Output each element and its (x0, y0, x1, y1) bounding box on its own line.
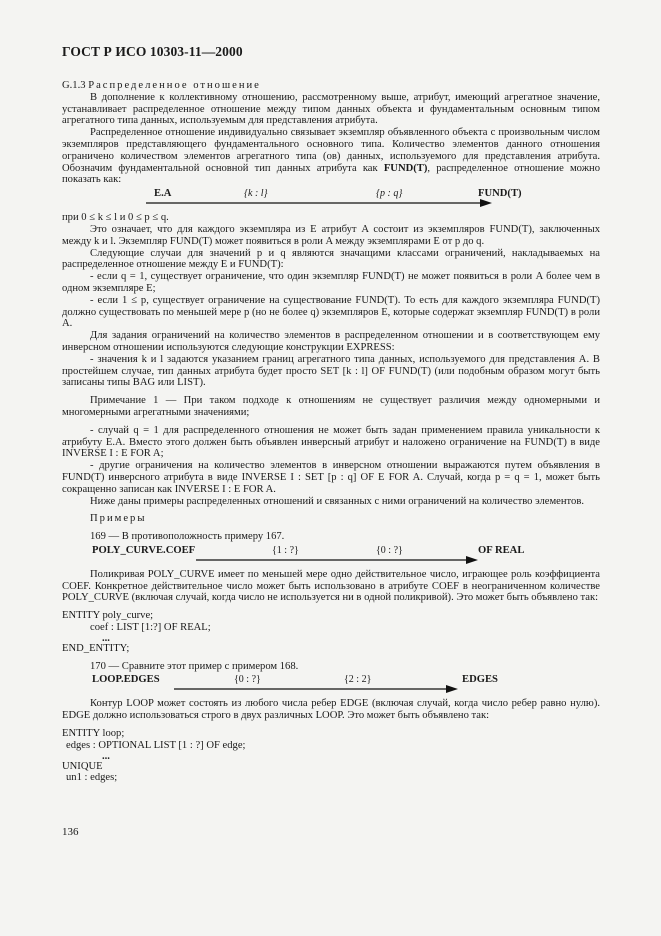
section-number: G.1.3 (62, 80, 86, 91)
section-heading (62, 80, 600, 92)
paragraph: В дополнение к коллективному отношению, рассмотренному выше, атрибут, имеющий агрегатное значение, устанавливает распределенное отношение между типом данных объекта и фундаментальным основным типом агрегатного типа данных, используемым для представления атрибута. (62, 91, 600, 127)
example-caption: 170 — Сравните этот пример с примером 168. (90, 660, 299, 672)
code-line: edges : OPTIONAL LIST [1 : ?] OF edge; (66, 739, 246, 751)
diagram-left-label: POLY_CURVE.COEF (92, 544, 196, 556)
list-item: - значения k и l задаются указанием границ агрегатного типа данных, используемого для представления A. В простейшем случае, тип данных атрибута будет просто SET [k : l] OF FUND(T) (или подобным образом могут быть записаны типы BAG или LIST). (62, 353, 600, 389)
code-line: UNIQUE (62, 760, 103, 772)
note: Примечание 1 — При таком подходе к отношениям не существует различия между одномерными и многомерными агрегатными значениями; (62, 395, 600, 418)
code-line: un1 : edges; (66, 772, 118, 784)
diagram-mid-label: {0 : ?} (376, 544, 403, 556)
diagram-mid-label: {1 : ?} (272, 544, 299, 556)
paragraph: Это означает, что для каждого экземпляра из E атрибут A состоит из экземпляров FUND(T), заключенных между k и l. Экземпляр FUND(T) может появиться в роли A между экземплярами E от p до q. (62, 223, 600, 247)
condition-line: при 0 ≤ k ≤ l и 0 ≤ p ≤ q. (62, 212, 169, 224)
paragraph-text: Распределенное отношение индивидуально связывает экземпляр объявленного объекта с произвольным числом экземпляров представляющего фундаментального основного типа. Количество элементов данного отношения ограничено количеством элементов агрегатного типа (ов) данных, используемого для представления атрибута. Обозначим фундаментальной основной тип данных атрибута как (62, 127, 600, 174)
code-line: ... (102, 750, 110, 762)
examples-label: Примеры (90, 513, 147, 525)
code-line: END_ENTITY; (62, 642, 130, 654)
list-item: - другие ограничения на количество элементов в инверсном отношении выражаются путем объявления в FUND(T) инверсного атрибута в виде INVERSE I : SET [p : q] OF E FOR A. Случай, когда p = q = 1, может быть сокращенно записан как INVERSE I : E FOR A. (62, 460, 600, 495)
fund-term: FUND(T) (383, 162, 428, 174)
paragraph: Следующие случаи для значений p и q являются значащими классами ограничений, накладываемых на распределенное отношение между E и FUND(T): (62, 247, 600, 271)
diagram-mid-label: {k : l} (244, 188, 268, 200)
list-item: - если 1 ≤ p, существует ограничение на существование FUND(T). То есть для каждого экземпляра FUND(T) должно существовать по меньшей мере p (но не более q) экземпляров E, которые содержат экземпляр FUND(T) в роли A. (62, 294, 600, 330)
relation-diagram-1 (62, 186, 600, 212)
list-item: - случай q = 1 для распределенного отношения не может быть задан применением правила уникальности к атрибуту E.A. Вместо этого должен быть объявлен инверсный атрибут и наложено ограничение на FUND(T) в виде INVERSE I : E FOR A; (62, 424, 600, 460)
paragraph: Для задания ограничений на количество элементов в распределенном отношении и в соответствующем ему инверсном отношении используются следующие конструкции EXPRESS: (62, 330, 600, 353)
diagram-mid-label: {2 : 2} (344, 674, 372, 686)
example-caption: 169 — В противоположность примеру 167. (90, 531, 285, 543)
code-line: ... (102, 632, 110, 644)
code-line: ENTITY poly_curve; (62, 610, 154, 622)
document-body (62, 80, 600, 784)
paragraph (62, 127, 600, 186)
diagram-right-label: OF REAL (478, 544, 525, 556)
relation-diagram-2 (62, 543, 600, 569)
diagram-left-label: E.A (154, 188, 172, 200)
paragraph: Ниже даны примеры распределенных отношений и связанных с ними ограничений на количество элементов. (90, 495, 584, 507)
code-line: coef : LIST [1:?] OF REAL; (90, 622, 211, 634)
paragraph-text: , распределенное отношение можно показать как: (62, 162, 600, 186)
paragraph: Поликривая POLY_CURVE имеет по меньшей мере одно действительное число, играющее роль коэффициента COEF. Конкретное действительное число может быть использовано в атрибуте COEF в неограниченном количестве POLY_CURVE (включая случай, когда число не используется ни в одной поликривой). Это может быть объявлено так: (62, 568, 600, 604)
page-number: 136 (62, 826, 79, 838)
diagram-left-label: LOOP.EDGES (92, 674, 160, 686)
paragraph: Контур LOOP может состоять из любого числа ребер EDGE (включая случай, когда число ребер равно нулю). EDGE должно использоваться строго в двух различных LOOP. Это может быть объявлено так: (62, 698, 600, 722)
relation-diagram-3 (62, 672, 600, 698)
diagram-right-label: FUND(T) (478, 188, 522, 200)
section-title: Распределенное отношение (88, 80, 261, 91)
list-item: - если q = 1, существует ограничение, что один экземпляр FUND(T) не может появиться в роли A более чем в одном экземпляре E; (62, 271, 600, 294)
diagram-right-label: EDGES (462, 674, 498, 686)
diagram-mid-label: {0 : ?} (234, 674, 261, 686)
diagram-mid-label: {p : q} (376, 188, 403, 200)
code-line: ENTITY loop; (62, 728, 125, 740)
document-header: ГОСТ Р ИСО 10303-11—2000 (62, 44, 243, 59)
